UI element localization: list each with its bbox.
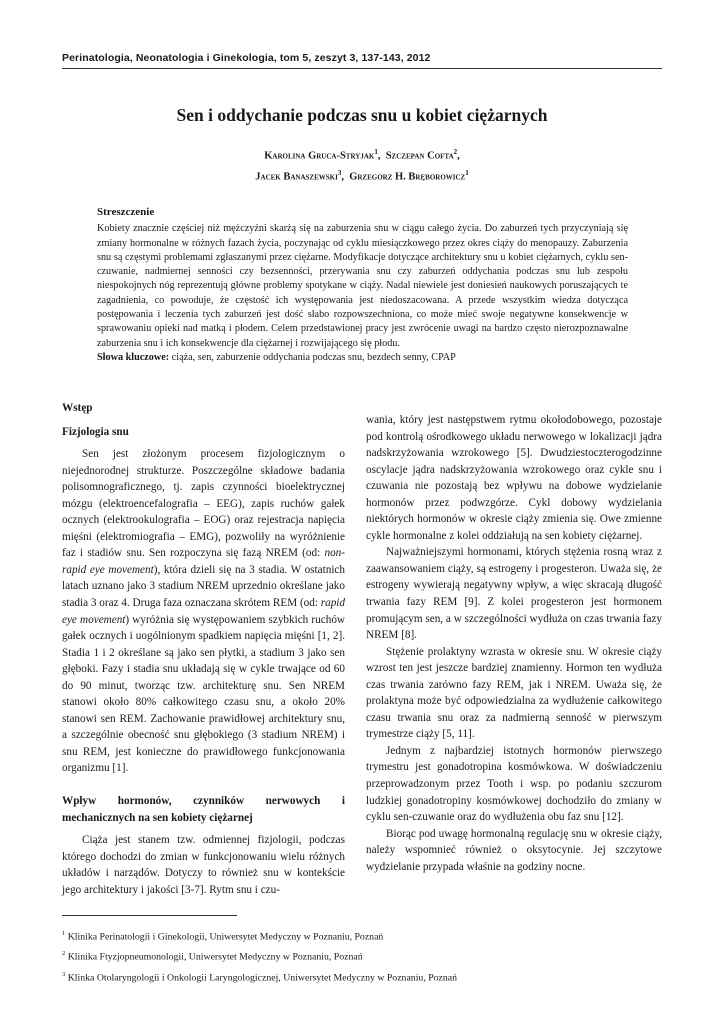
abstract-body: Kobiety znacznie częściej niż mężczyźni skarżą się na zaburzenia snu w ciągu całego życia. Do zaburzeń tych przyczyniają się zmiany hormonalne w różnych fazach życia, poczynając od cyklu miesiączkowego przez okres ciąży do menopauzy. Zaburzenia snu są częstymi problemami zgłaszanymi przez ciężarne. Modyfikacje dotyczące architektury snu u kobiet ciężarnych, cyklu sen-czuwanie, nadmiernej senności czy bezsenności, przerywania snu czy zaburzeń oddychania podczas snu lub zespołu niespokojnych nóg reprezentują główne problemy spotykane w ciąży. Nadal niewiele jest doniesień naukowych poruszających te zagadnienia, co powoduje, że częstość ich występowania jest niedoszacowana. A przede wszystkim wiedza dotycząca postępowania i leczenia tych zaburzeń jest dość słabo rozpowszechniona, co może mieć swoje negatywne konsekwencje w sprawowaniu opieki nad matką i płodem. Celem przedstawionej pracy jest zwrócenie uwagi na bardzo często nierozpoznawalne zaburzenia snu i ich konsekwencje dla ciężarnej i rozwijającego się płodu. [97,223,628,349]
author-name: Szczepan Cofta [385,150,454,162]
author-name: Karolina Gruca-Stryjak [264,150,375,162]
paragraph-text: ) wyróżnia się występowaniem szybkich ruchów gałek ocznych i uogólnionym spadkiem napięcia mięśni [1, 2]. Stadia 1 i 2 określane są jako sen płytki, a stadium 3 jako sen głęboki. Fazy i stadia snu układają się w cykle trwające od 60 do 90 minut, tworząc tzw. architekturę snu. Sen NREM stanowi około 80% całkowitego czasu snu, a około 20% stanowi sen REM. Zachowanie prawidłowej architektury snu, a szczególnie obecność snu głębokiego (3 stadium NREM) i snu REM, jest konieczne do prawidłowego funkcjonowania organizmu [1]. [62,613,345,775]
footnote-text: Klinka Otolaryngologii i Onkologii Laryngologicznej, Uniwersytet Medyczny w Poznaniu, Poznań [67,971,458,983]
term-italic: non-rapid eye movement [62,547,345,576]
footnote-divider [62,915,237,916]
paragraph: Stężenie prolaktyny wzrasta w okresie snu. W okresie ciąży wzrost ten jest jeszcze bardziej znamienny. Hormon ten wydłuża czas trwania zarówno fazy REM, jak i NREM. Uważa się, że prolaktyna może być odpowiedzialna za wydłużenie całkowitego czasu trwania snu oraz za nadmierną senność w pierwszym trymestrze ciąży [5, 11]. [366,645,662,741]
footnotes [62,925,662,986]
footnote-number: 1 [62,930,66,937]
author-name: Jacek Banaszewski [255,171,338,182]
paragraph: Ciąża jest stanem tzw. odmiennej fizjologii, podczas którego dochodzi do zmian w funkcjonowaniu wielu różnych układów i narządów. Dotyczy to również snu w kontekście jego architektury i jakości [3-7]. Rytm snu i czu- [62,834,345,896]
right-column [366,412,662,875]
affiliation-mark: 2 [453,148,458,156]
keywords-label: Słowa kluczowe: [97,351,170,363]
footnote-number: 3 [62,970,66,978]
abstract-heading: Streszczenie [97,206,155,218]
subsection-heading: Fizjologia snu [62,425,129,438]
running-header: Perinatologia, Neonatologia i Ginekologia, tom 5, zeszyt 3, 137-143, 2012 [62,52,431,64]
abstract [97,205,628,365]
authors-line-2: Jacek Banaszewski$^3$, Grzegorz H. Bręborowicz$^1$ [255,168,469,182]
paragraph: Biorąc pod uwagę hormonalną regulację snu w okresie ciąży, należy wspomnieć również o oksytocynie. Jej szczytowe wydzielanie przypada właśnie na godziny nocne. [366,827,662,873]
paragraph-text: Sen jest złożonym procesem fizjologicznym o niejednorodnej strukturze. Poszczególne składowe badania polisomnograficznego, tj. zapis czynności bioelektrycznej mózgu (elektroencefalografia – EEG), zapis ruchów gałek ocznych (elektrookulografia – EOG) oraz rejestracja napięcia mięśni (elektromiografia – EMG), pozwoliły na wyróżnienie faz i stadiów snu. Sen rozpoczyna się fazą NREM (od: [62,448,345,560]
keywords [97,351,628,365]
footnote [62,925,662,945]
affiliation-mark: 1 [465,168,469,177]
paragraph [62,446,345,777]
term-italic: rapid eye movement [62,597,346,626]
author-list [62,144,662,185]
affiliation-mark: 1 [374,148,378,156]
authors-line-1: Karolina Gruca-Stryjak$^1$, Szczepan Cofta$^2$, [264,148,460,162]
paragraph: wania, który jest następstwem rytmu okołodobowego, pozostaje pod kontrolą ośrodkowego układu nerwowego w lokalizacji jądra nadskrzyżowania wzrokowego [5]. Dwudziestoczterogodzinne oscylacje jądra nadskrzyżowania wzrokowego oraz cykle snu i czuwania nie pozostają bez wpływu na dobowe wydzielanie hormonów przez podwzgórze. Cykl dobowy wydzielania niektórych hormonów w okresie ciąży zmienia się. Owe zmienne cykle hormonalne z kolei oddziałują na sen kobiety ciężarnej. [366,414,662,542]
footnote [62,966,662,986]
subsection-heading: Wpływ hormonów, czynników nerwowych i mechanicznych na sen kobiety ciężarnej [62,795,345,824]
paragraph-text: ), która dzieli się na 3 stadia. W ostatnich latach uznano jako 3 stadium NREM uprzednio określane jako stadia 3 oraz 4. Druga faza oznaczana skrótem REM (od: [62,563,345,610]
author-name: Grzegorz H. Bręborowicz [349,171,466,182]
affiliation-mark: 3 [337,168,342,177]
article-title: Sen i oddychanie podczas snu u kobiet ciężarnych [176,105,548,125]
left-column [62,400,345,898]
footnote-number: 2 [62,950,66,958]
paragraph: Jednym z najbardziej istotnych hormonów pierwszego trymestru jest gonadotropina kosmówkowa. W doświadczeniu przeprowadzonym przez Tooth i wsp. po podaniu szczurom ludzkiej gonadotropiny kosmówkowej dochodziło do zmiany w cyklu sen-czuwanie oraz do wydłużenia obu faz snu [12]. [366,744,662,824]
footnote [62,945,662,965]
keywords-text: ciąża, sen, zaburzenie oddychania podczas snu, bezdech senny, CPAP [171,351,456,363]
section-heading: Wstęp [62,402,93,414]
footnote-text: Klinika Perinatologii i Ginekologii, Uniwersytet Medyczny w Poznaniu, Poznań [67,931,384,943]
paragraph: Najważniejszymi hormonami, których stężenia rosną wraz z zaawansowaniem ciąży, są estrogeny i progesteron. Uważa się, że estrogeny wywierają negatywny wpływ, a więc skracają długość trwania fazy REM [9]. Z kolei progesteron jest hormonem promującym sen, a w szczególności wydłuża on czas trwania fazy NREM [8]. [366,546,662,642]
footnote-text: Klinika Ftyzjopneumonologii, Uniwersytet Medyczny w Poznaniu, Poznań [67,951,363,963]
header-divider [62,68,662,69]
